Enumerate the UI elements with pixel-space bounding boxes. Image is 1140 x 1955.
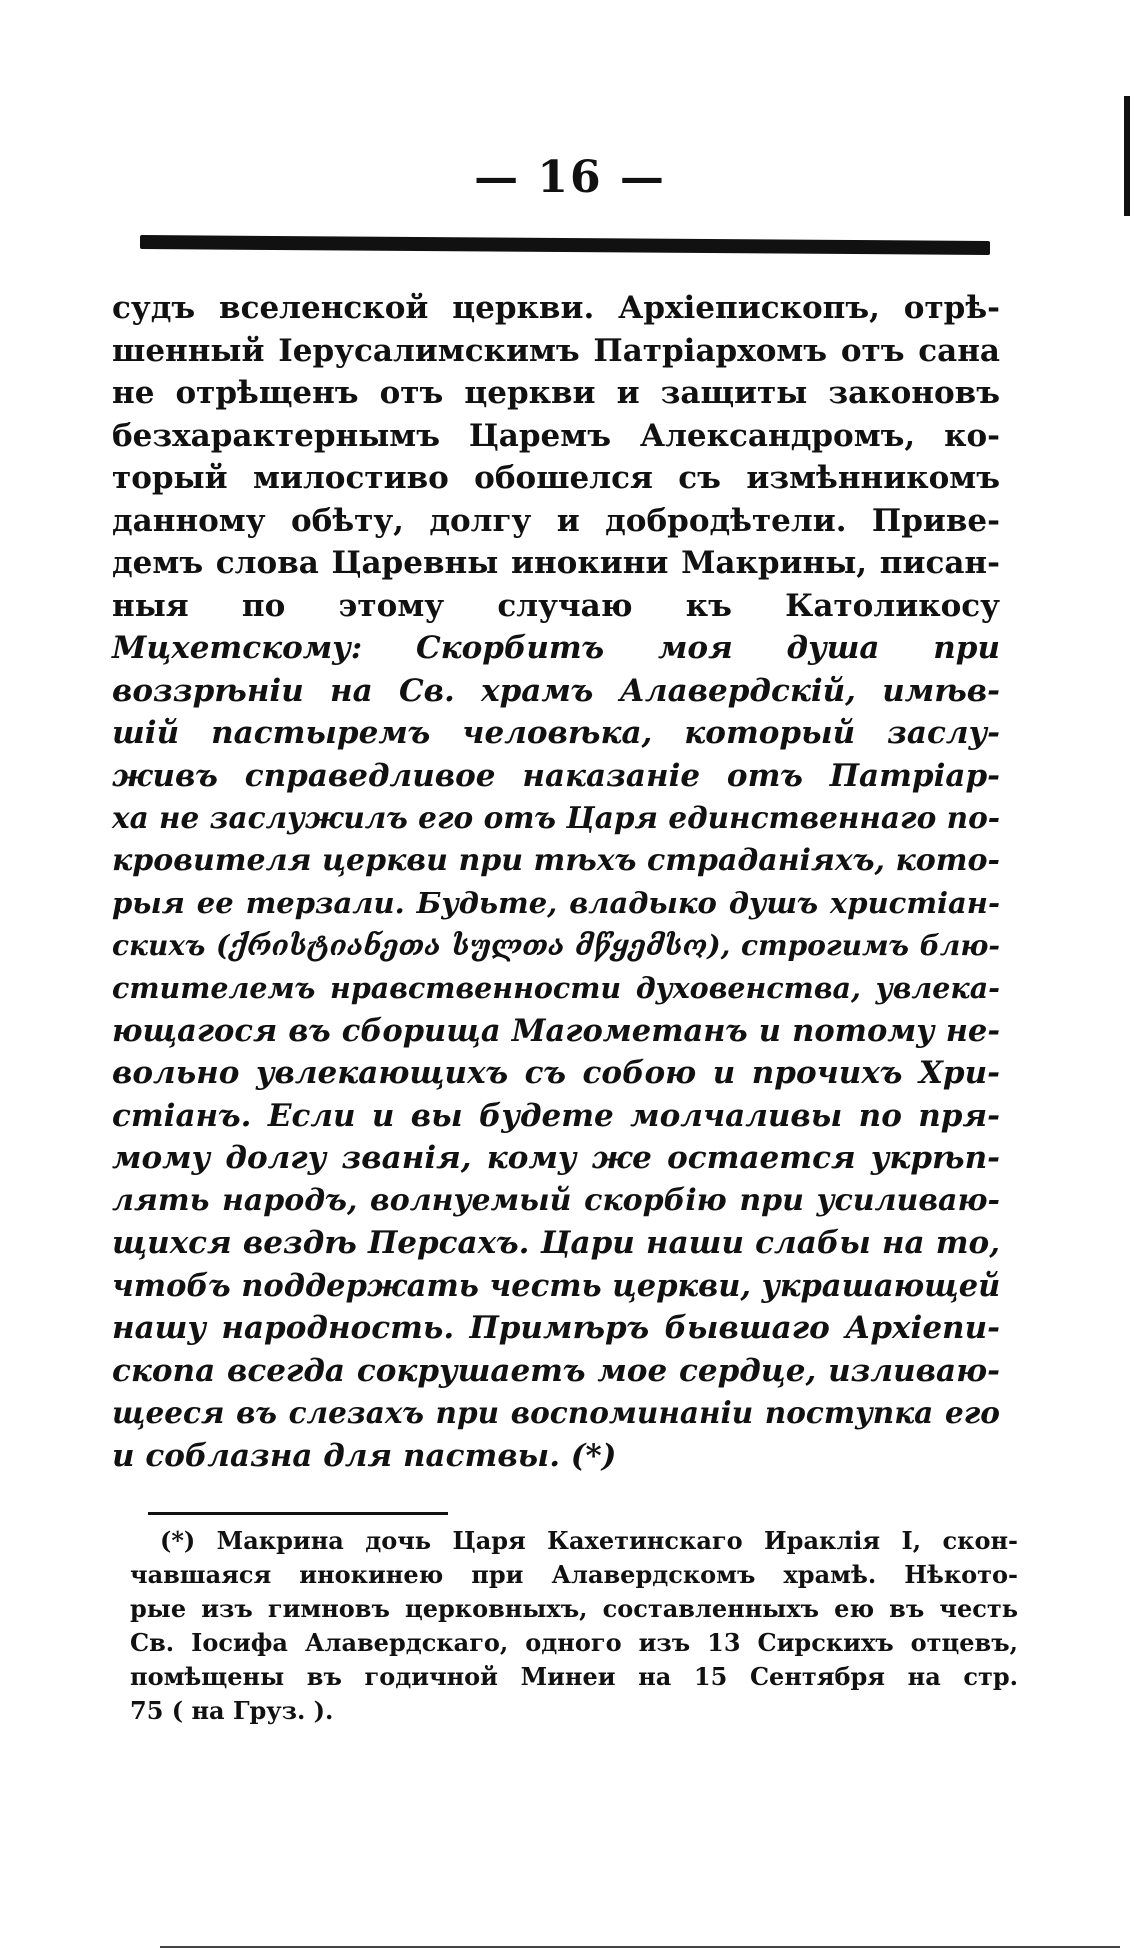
text-line: живъ справедливое наказаніе отъ Патріар- [112,757,1000,794]
text-line: шій пастыремъ человѣка, который заслу- [112,715,1000,751]
text-line: торый милостиво обошелся съ измѣнникомъ [112,460,1000,496]
text-line: щихся вездѣ Персахъ. Цари наши слабы на то, [112,1225,1000,1261]
footnote-rule [148,1512,448,1515]
footnote-line: рые изъ гимновъ церковныхъ, составленныхъ ею въ честь [130,1594,1018,1623]
text-line: воззрѣніи на Св. храмъ Алавердскій, имѣв- [112,672,1000,709]
footnote-line: помѣщены въ годичной Минеи на 15 Сентября на стр. [130,1662,1018,1691]
header-rule [140,235,990,255]
footnote-line: (*) Макрина дочь Царя Кахетинскаго Ираклія I, скон- [160,1526,1018,1555]
text-line: скопа всегда сокрушаетъ мое сердце, изливаю- [112,1352,1000,1389]
text-line: вольно увлекающихъ съ собою и прочихъ Хри- [112,1055,1000,1091]
footnote-line: чавшаяся инокинею при Алавердскомъ храмѣ. Нѣкото- [130,1560,1018,1589]
bottom-edge-line [160,1946,1120,1948]
page-number: — 16 — [474,152,666,203]
footnote-line: 75 ( на Груз. ). [130,1696,334,1725]
text-line: рыя ее терзали. Будьте, владыко душъ христіан- [112,886,1000,920]
footnote [130,1524,1018,1728]
text-line: данному обѣту, долгу и добродѣтели. Приве- [112,502,1000,539]
footnote-line: Св. Іосифа Алавердскаго, одного изъ 13 Сирскихъ отцевъ, [130,1628,1018,1657]
text-line: Мцхетскому: Скорбитъ моя душа при [112,630,1000,666]
text-line: щееся въ слезахъ при воспоминаніи поступка его [112,1395,1000,1430]
text-line: демъ слова Царевны инокини Макрины, писан- [112,545,1000,581]
text-line: ха не заслужилъ его отъ Царя единственнаго по- [112,800,1000,835]
text-line: скихъ (ქრისტიანეთა სულთა მწყემსო), строгимъ блю- [112,928,1000,962]
text-line: кровителя церкви при тѣхъ страданіяхъ, кото- [112,842,1000,878]
text-line: шенный Іерусалимскимъ Патріархомъ отъ сана [112,332,1000,369]
text-line: нашу народность. Примѣръ бывшаго Архіепи- [112,1310,1000,1346]
text-line: не отрѣщенъ отъ церкви и защиты законовъ [112,375,1000,411]
text-line: лять народъ, волнуемый скорбію при усиливаю- [112,1182,1000,1218]
text-line: чтобъ поддержать честь церкви, украшающей [112,1267,1001,1304]
text-line: ныя по этому случаю къ Католикосу [112,587,1000,624]
text-line: мому долгу званія, кому же остается укрѣп- [112,1140,1000,1176]
main-text [112,287,1000,1477]
text-line: стіанъ. Если и вы будете молчаливы по пря- [112,1097,1000,1134]
text-line: ющагося въ сборища Магометанъ и потому не- [112,1012,1000,1049]
text-line: безхарактернымъ Царемъ Александромъ, ко- [112,417,1000,454]
text-line: и соблазна для паствы. (*) [112,1437,617,1474]
text-line: судъ вселенской церкви. Архіепископъ, отрѣ- [112,290,1000,326]
text-line: стителемъ нравственности духовенства, увлека- [112,971,1000,1005]
